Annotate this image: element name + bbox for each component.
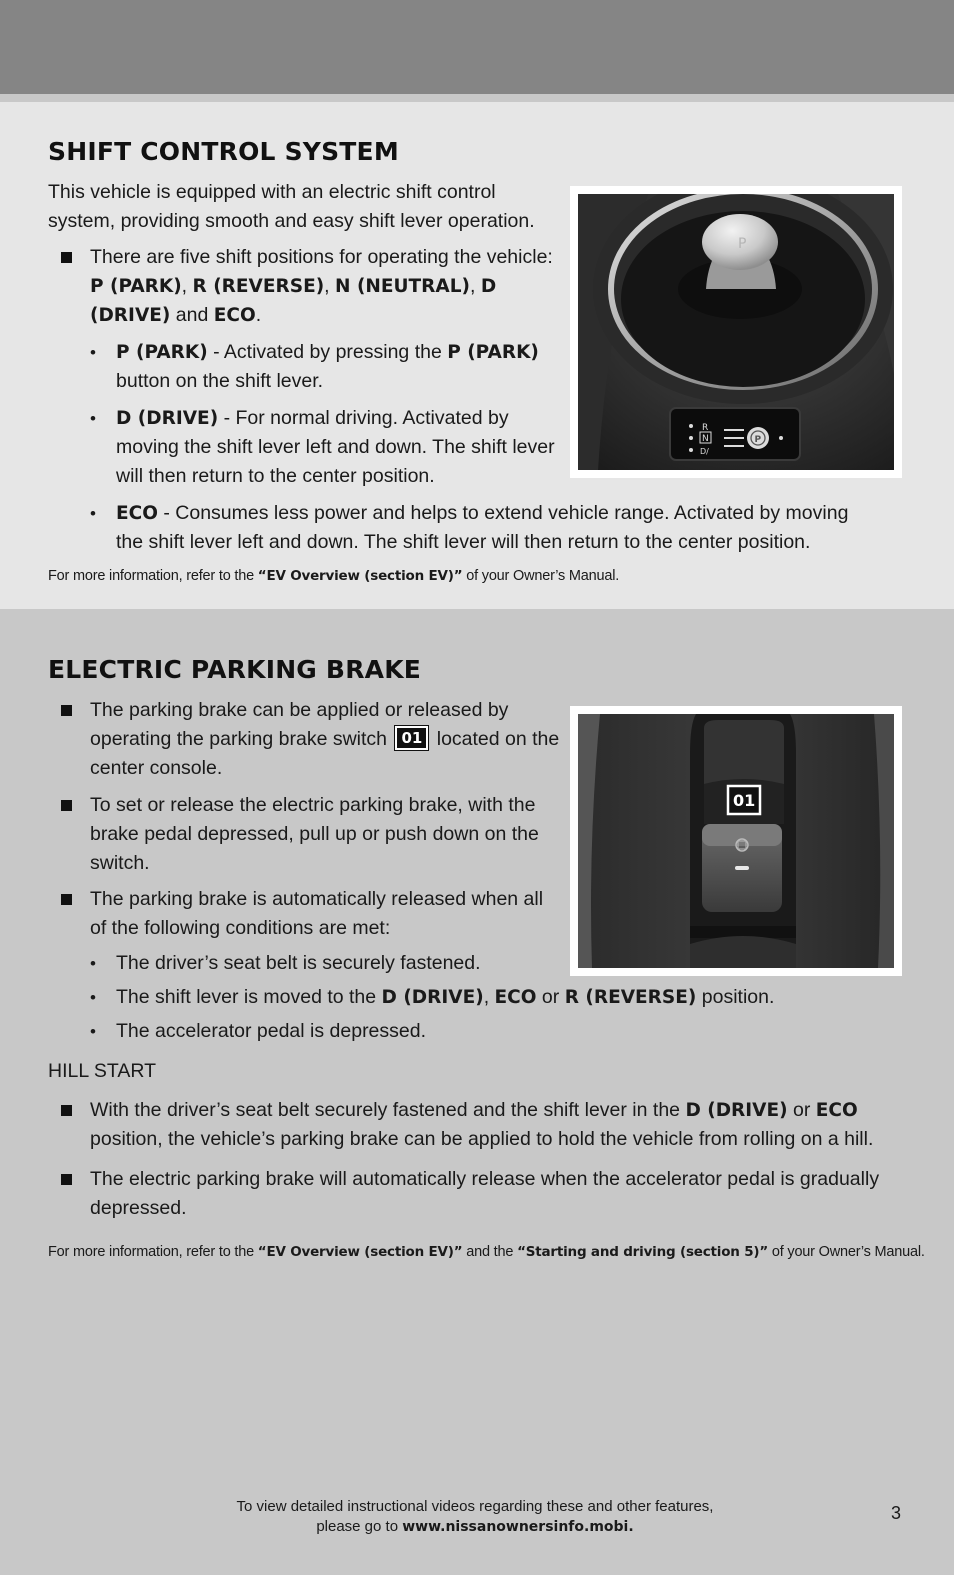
condition-shift-lever-text	[116, 983, 876, 1012]
switch-callout-badge: 01	[395, 726, 428, 750]
shift-intro-text: This vehicle is equipped with an electric shift control system, providing smooth and easy shift lever operation.	[48, 181, 535, 232]
drive-label: D (DRIVE)	[116, 408, 219, 429]
position-neutral: N (NEUTRAL)	[335, 276, 470, 297]
footer-line-2	[190, 1517, 760, 1537]
eco-label: ECO	[116, 503, 158, 524]
brake-switch-pre: The parking brake can be applied or released by operating the parking brake switch	[90, 699, 509, 750]
shift-note-post: of your Owner’s Manual.	[462, 568, 620, 584]
hill-start-bullet-release	[90, 1165, 900, 1223]
position-drive: D (DRIVE)	[90, 276, 497, 326]
park-desc-2: button on the shift lever.	[116, 370, 324, 392]
park-label-2: P (PARK)	[447, 342, 539, 363]
park-desc-1: - Activated by pressing the	[207, 341, 448, 363]
cond-or: or	[536, 986, 565, 1008]
shift-lever-photo	[578, 194, 894, 470]
footer-line-2-pre: please go to	[316, 1518, 403, 1535]
position-park: P (PARK)	[90, 276, 182, 297]
cond-eco: ECO	[494, 987, 537, 1008]
position-eco: ECO	[213, 305, 256, 326]
park-text	[116, 338, 566, 396]
shift-note-ref: “EV Overview (section EV)”	[257, 568, 463, 584]
footer-line-1: To view detailed instructional videos regarding these and other features,	[236, 1498, 714, 1515]
drive-text	[116, 404, 562, 491]
condition-seatbelt	[116, 949, 556, 978]
brake-switch-photo	[578, 714, 894, 968]
indicator-n: N	[702, 434, 709, 444]
positions-and: and	[175, 304, 209, 326]
indicator-d: D/	[700, 447, 709, 456]
hill-hold-post: position, the vehicle’s parking brake can be applied to hold the vehicle from rolling on a hill.	[90, 1128, 874, 1150]
page-number: 3	[891, 1503, 902, 1523]
hill-start-heading	[48, 1057, 348, 1086]
indicator-p: P	[754, 435, 762, 445]
brake-note-mid: and the	[462, 1244, 518, 1260]
hill-start-title: HILL START	[48, 1060, 157, 1082]
indicator-r: R	[702, 423, 709, 433]
park-label: P (PARK)	[116, 342, 208, 363]
cond-shift-post: position.	[696, 986, 775, 1008]
brake-switch-post: located on the center console.	[90, 728, 560, 779]
brake-bullet-set-release	[90, 791, 560, 878]
brake-bullet-switch	[90, 696, 560, 783]
hill-start-bullet-hold	[90, 1096, 900, 1154]
shift-intro	[48, 178, 560, 236]
brake-switch-illustration	[578, 714, 894, 968]
brake-section-title: ELECTRIC PARKING BRAKE	[48, 655, 422, 684]
condition-shift-lever	[116, 983, 876, 1012]
shift-positions-bullet	[90, 243, 570, 330]
position-reverse: R (REVERSE)	[192, 276, 325, 297]
brake-note-post: of your Owner’s Manual.	[768, 1244, 925, 1260]
shift-reference-note	[48, 568, 619, 584]
shift-positions-lead: There are five shift positions for operating the vehicle:	[90, 246, 553, 268]
cond-drive: D (DRIVE)	[381, 987, 484, 1008]
condition-accelerator	[116, 1017, 616, 1046]
hill-hold-pre: With the driver’s seat belt securely fastened and the shift lever in the	[90, 1099, 686, 1121]
shift-section-title: SHIFT CONTROL SYSTEM	[48, 137, 399, 166]
condition-seatbelt-text: • The driver’s seat belt is securely fastened.	[116, 952, 481, 974]
park-subbullet	[116, 338, 566, 396]
brake-bullet-auto-release	[90, 885, 560, 943]
brake-switch-text	[90, 696, 560, 783]
cond-reverse: R (REVERSE)	[564, 987, 697, 1008]
eco-desc: - Consumes less power and helps to extend vehicle range. Activated by moving the shift lever left and down. The shift lever will then return to the center position.	[116, 502, 849, 553]
hill-drive: D (DRIVE)	[685, 1100, 788, 1121]
hill-eco: ECO	[815, 1100, 858, 1121]
hill-hold-text	[90, 1096, 900, 1154]
brake-set-release-text: To set or release the electric parking brake, with the brake pedal depressed, pull up or push down on the switch.	[90, 794, 539, 874]
hill-or: or	[787, 1099, 816, 1121]
brake-reference-note	[48, 1244, 925, 1260]
footer-note	[190, 1497, 760, 1537]
knob-park-label: P	[738, 236, 747, 252]
brake-note-ref1: “EV Overview (section EV)”	[257, 1244, 463, 1260]
brake-note-ref2: “Starting and driving (section 5)”	[517, 1244, 769, 1260]
drive-desc: - For normal driving. Activated by moving the shift lever left and down. The shift lever will then return to the center position.	[116, 407, 555, 487]
footer-url-link[interactable]: www.nissanownersinfo.mobi.	[402, 1519, 634, 1535]
hill-release-text: The electric parking brake will automatically release when the accelerator pedal is gradually depressed.	[90, 1168, 880, 1219]
brake-auto-release-text: The parking brake is automatically released when all of the following conditions are met:	[90, 888, 544, 939]
cond-shift-pre: The shift lever is moved to the	[116, 986, 382, 1008]
shift-positions-text: There are five shift positions for operating the vehicle: P (PARK), R (REVERSE), N (NEUTRAL), D (DRIVE) and ECO.	[90, 246, 553, 326]
brake-note-pre: For more information, refer to the	[48, 1244, 258, 1260]
shift-lever-illustration	[578, 194, 894, 470]
condition-accelerator-text: • The accelerator pedal is depressed.	[116, 1020, 427, 1042]
photo-callout-badge: 01	[733, 791, 756, 810]
cond-comma: ,	[483, 986, 495, 1008]
eco-subbullet	[116, 499, 876, 557]
header-band	[0, 0, 954, 94]
drive-subbullet	[116, 404, 562, 491]
shift-note-pre: For more information, refer to the	[48, 568, 258, 584]
eco-text	[116, 499, 876, 557]
